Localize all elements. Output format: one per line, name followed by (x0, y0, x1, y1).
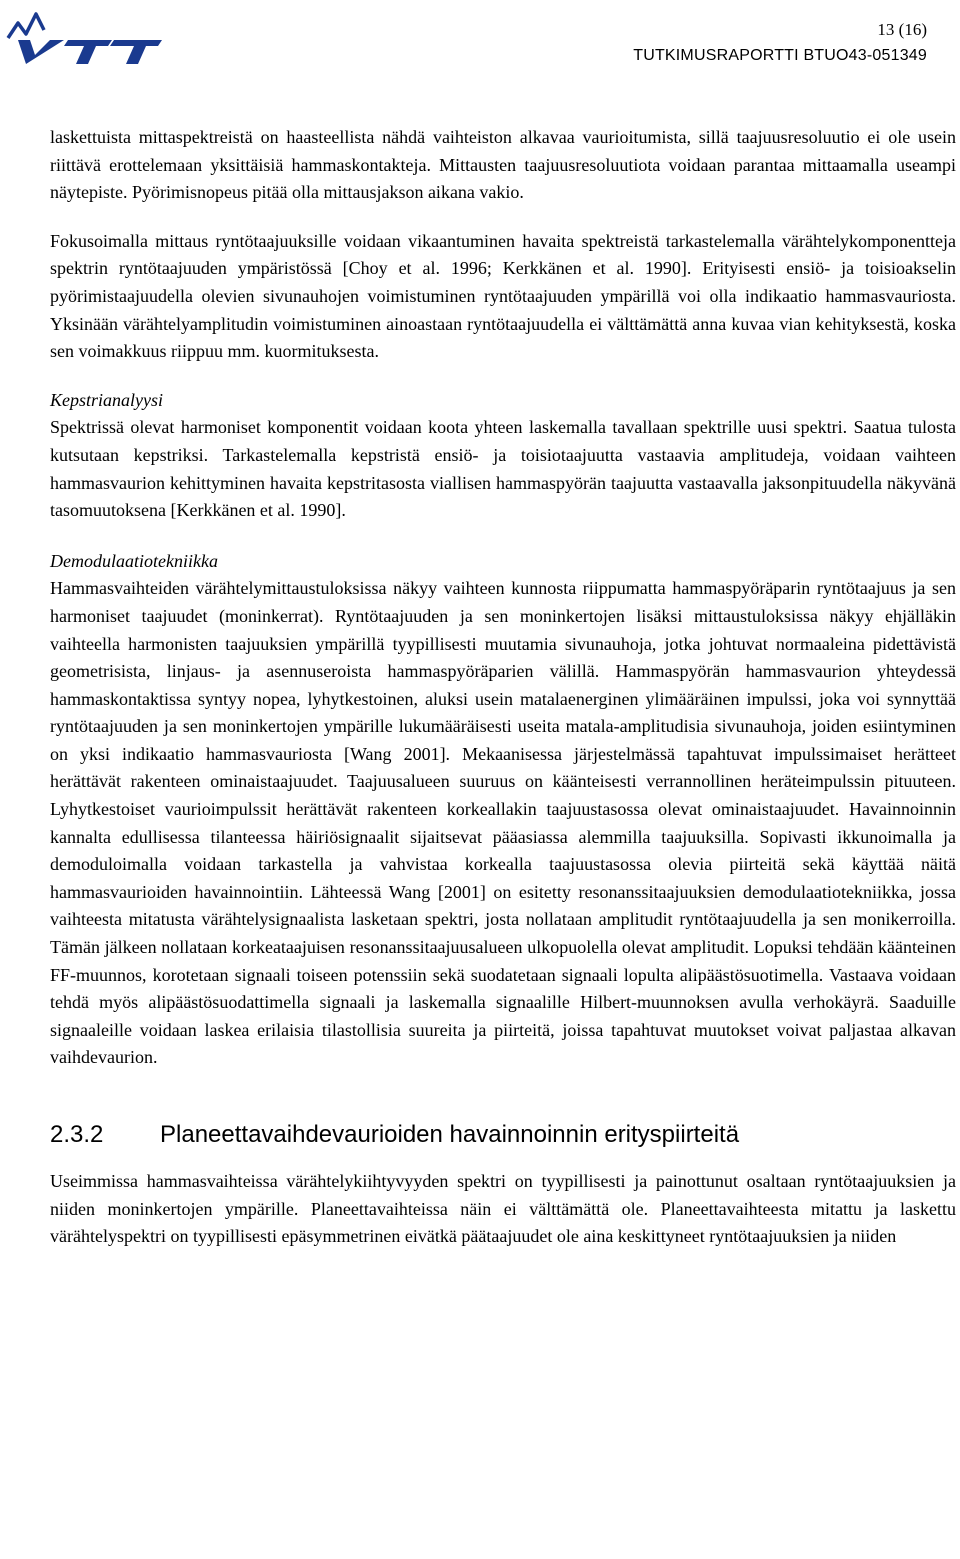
paragraph-3: Spektrissä olevat harmoniset komponentit voidaan koota yhteen laskemalla tavallaan spektrille uusi spektri. Saatua tulosta kutsutaan kepstriksi. Tarkastelemalla kepstristä ensiö- ja toisiotaajuutta vastaavia amplitudeja, voidaan vaihteen hammasvaurion kehittyminen havaita kepstritasosta viallisen hammaspyörän taajuutta vastaavalla jaksonpituudella näkyvänä tasomuutoksena [Kerkkänen et al. 1990]. (50, 417, 956, 521)
section-number: 2.3.2 (50, 1121, 104, 1148)
paragraph-2: Fokusoimalla mittaus ryntötaajuuksille voidaan vikaantuminen havaita spektreistä tarkastelemalla värähtelykomponentteja spektrin ryntötaajuuden ympäristössä [Choy et al. 1996; Kerkkänen et al. 1990]. Erityisesti ensiö- ja toisioakselin pyörimistaajuudella olevien sivunauhojen voimistuminen ryntötaajuuden ympärillä voi olla indikaatio hammasvauriosta. Yksinään värähtelyamplitudin voimistuminen ainoastaan ryntötaajuudella ei välttämättä anna kuvaa vian kehityksestä, koska sen voimakkuus riippuu mm. kuormituksesta. (50, 230, 956, 362)
vtt-logo (4, 4, 164, 66)
report-id: TUTKIMUSRAPORTTI BTUO43-051349 (633, 47, 927, 64)
document-body (50, 124, 956, 1251)
paragraph-1: laskettuista mittaspektreistä on haasteellista nähdä vaihteiston alkavaa vaurioitumista, sillä taajuusresoluutio ei ole usein riittävä erottelemaan yksittäisiä hammaskontakteja. Mittausten taajuusresoluutiota voidaan parantaa mittaamalla useampi näytepiste. Pyörimisnopeus pitää olla mittausjakson aikana vakio. (50, 127, 956, 203)
subheading-demodulaatiotekniikka: Demodulaatiotekniikka (50, 550, 218, 571)
paragraph-5: Useimmissa hammasvaihteissa värähtelykiihtyvyyden spektri on tyypillisesti ja painottunut osaltaan ryntötaajuuksien ja niiden moninkertojen ympärille. Planeettavaihteissa näin ei välttämättä ole. Planeettavaihteesta mitattu ja laskettu värähtelyspektri on tyypillisesti epäsymmetrinen eivätkä päätaajuudet ole aina keskittyneet ryntötaajuuksien ja niiden (50, 1171, 956, 1247)
paragraph-4: Hammasvaihteiden värähtelymittaustuloksissa näkyy vaihteen kunnosta riippumatta hammaspyöräparin ryntötaajuus ja sen harmoniset taajuudet (moninkerrat). Ryntötaajuuden ja sen moninkertojen lisäksi mittaustuloksissa näkyy ehjälläkin vaihteella harmonisten taajuuksien ympärillä tyypillisesti muutamia sivunauhoja, jotka johtuvat normaaleina pidettävistä geometrisista, linjaus- ja asennuseroista hammaspyöräparien välillä. Hammaspyörän hammasvaurion yhteydessä hammaskontaktissa syntyy nopea, lyhytkestoinen, aluksi usein matalaenerginen ylimääräinen impulssi, joka voi synnyttää ryntötaajuuden ja sen moninkertojen ympärille lukumääräisesti useita matala-amplitudisia sivunauhoja, joiden esiintyminen on yksi indikaatio hammasvauriosta [Wang 2001]. Mekaanisessa järjestelmässä tapahtuvat impulssimaiset herätteet herättävät rakenteen ominaistaajuudet. Taajuusalueen suuruus on käänteisesti verrannollinen heräteimpulssin pituuteen. Lyhytkestoiset vaurioimpulssit herättävät rakenteen korkeallakin taajuustasossa olevat ominaistaajuudet. Havainnoinnin kannalta edullisessa tilanteessa häiriösignaalit sijaitsevat pääasiassa alemmilla taajuuksilla. Sopivasti ikkunoimalla ja demoduloimalla voidaan tarkastella ja vahvistaa korkealla taajuustasossa olevia piirteitä sekä käyttää näitä hammasvaurioiden havainnointiin. Lähteessä Wang [2001] on esitetty resonanssitaajuuksien demodulaatiotekniikka, jossa vaihteesta mitatusta värähtelysignaalista lasketaan spektri, josta nollataan amplitudit ryntötaajuudella ja sen monikerroilla. Tämän jälkeen nollataan korkeataajuisen resonanssitaajuusalueen ulkopuolella olevat amplitudit. Lopuksi tehdään käänteinen FF-muunnos, korotetaan signaali toiseen potenssiin sekä suodatetaan signaali lopulta alipäästösuotimella. Vastaava voidaan tehdä myös alipäästösuodattimella signaali ja laskemalla signaalille Hilbert-muunnoksen avulla verhokäyrä. Saaduille signaaleille voidaan laskea erilaisia tilastollisia suureita ja piirteitä, joissa tapahtuvat muutokset voivat paljastaa alkavan vaihdevaurion. (50, 578, 956, 1068)
subheading-kepstrianalyysi: Kepstrianalyysi (50, 389, 163, 410)
page-number: 13 (16) (877, 20, 927, 39)
section-title: Planeettavaihdevaurioiden havainnoinnin erityspiirteitä (160, 1121, 740, 1148)
section-heading (50, 1120, 956, 1150)
